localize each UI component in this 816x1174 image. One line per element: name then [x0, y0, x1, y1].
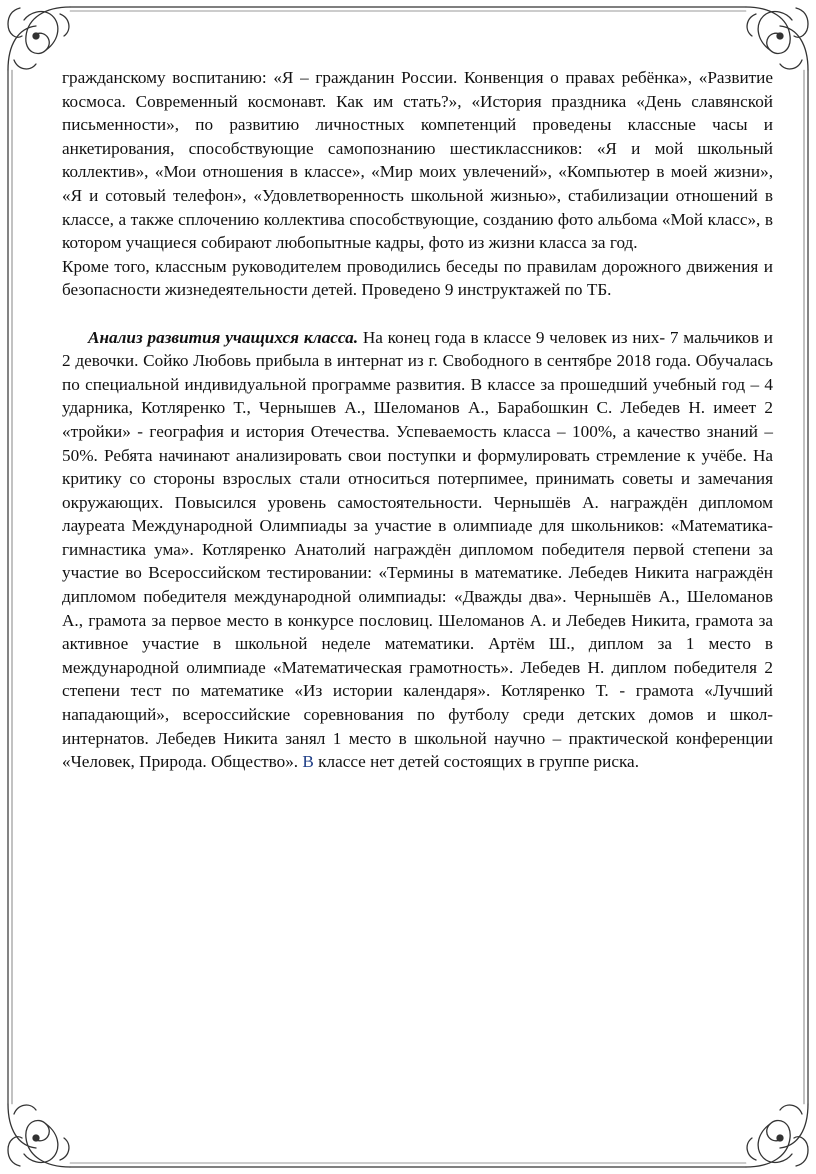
corner-ornament-bottom-left: [8, 1104, 70, 1167]
section-heading: Анализ развития учащихся класса.: [88, 327, 358, 347]
paragraph-activities: гражданскому воспитанию: «Я – гражданин России. Конвенция о правах ребёнка», «Развитие космоса. Современный космонавт. Как им стать?», «История праздника «День славянской письменности», по развитию личностных компетенций проведены классные часы и анкетирования, способствующие самопознанию шестиклассников: «Я и мой школьный коллектив», «Мои отношения в классе», «Мир моих увлечений», «Компьютер в моей жизни», «Я и сотовый телефон», «Удовлетворенность школьной жизнью», стабилизации отношений в классе, а также сплочению коллектива способствующие, созданию фото альбома «Мой класс», в котором учащиеся собирают любопытные кадры, фото из жизни класса за год.: [62, 68, 773, 253]
paragraph-safety-talks: Кроме того, классным руководителем проводились беседы по правилам дорожного движения и безопасности жизнедеятельности детей. Проведено 9 инструктажей по ТБ.: [62, 256, 773, 300]
corner-ornament-top-right: [746, 7, 808, 70]
document-body: [62, 66, 773, 774]
analysis-text: На конец года в классе 9 человек из них- 7 мальчиков и 2 девочки. Сойко Любовь прибыла в интернат из г. Свободного в сентябре 2018 года. Обучалась по специальной индивидуальной программе развития. В классе за прошедший учебный год – 4 ударника, Котляренко Т., Чернышев А., Шеломанов А., Барабошкин С. Лебедев Н. имеет 2 «тройки» - география и история Отечества. Успеваемость класса – 100%, а качество знаний – 50%. Ребята начинают анализировать свои поступки и формулировать стремление к учёбе. На критику со стороны взрослых стали относиться потерпимее, принимать советы и замечания окружающих. Повысился уровень самостоятельности. Чернышёв А. награждён дипломом лауреата Международной Олимпиады за участие в олимпиаде для школьников: «Математика- гимнастика ума». Котляренко Анатолий награждён дипломом победителя первой степени за участие во Всероссийском тестировании: «Термины в математике. Лебедев Никита награждён дипломом победителя международной олимпиады: «Дважды два». Чернышёв А., Шеломанов А., грамота за первое место в конкурсе пословиц. Шеломанов А. и Лебедев Никита, грамота за активное участие в школьной неделе математики. Артём Ш., диплом за 1 место в международной олимпиаде «Математическая грамотность». Лебедев Н. диплом победителя 2 степени тест по математике «Из истории календаря». Котляренко Т. - грамота «Лучший нападающий», всероссийские соревнования по футболу среди детских домов и школ-интернатов. Лебедев Никита занял 1 место в школьной научно – практической конференции «Человек, Природа. Общество».: [62, 327, 773, 772]
analysis-text-end: классе нет детей состоящих в группе риска.: [313, 752, 639, 772]
corner-ornament-bottom-right: [746, 1104, 808, 1167]
corner-ornament-top-left: [8, 7, 70, 70]
paragraph-spacer: [62, 302, 773, 326]
analysis-text-blue: В: [298, 752, 314, 772]
paragraph-class-analysis: [62, 326, 773, 774]
